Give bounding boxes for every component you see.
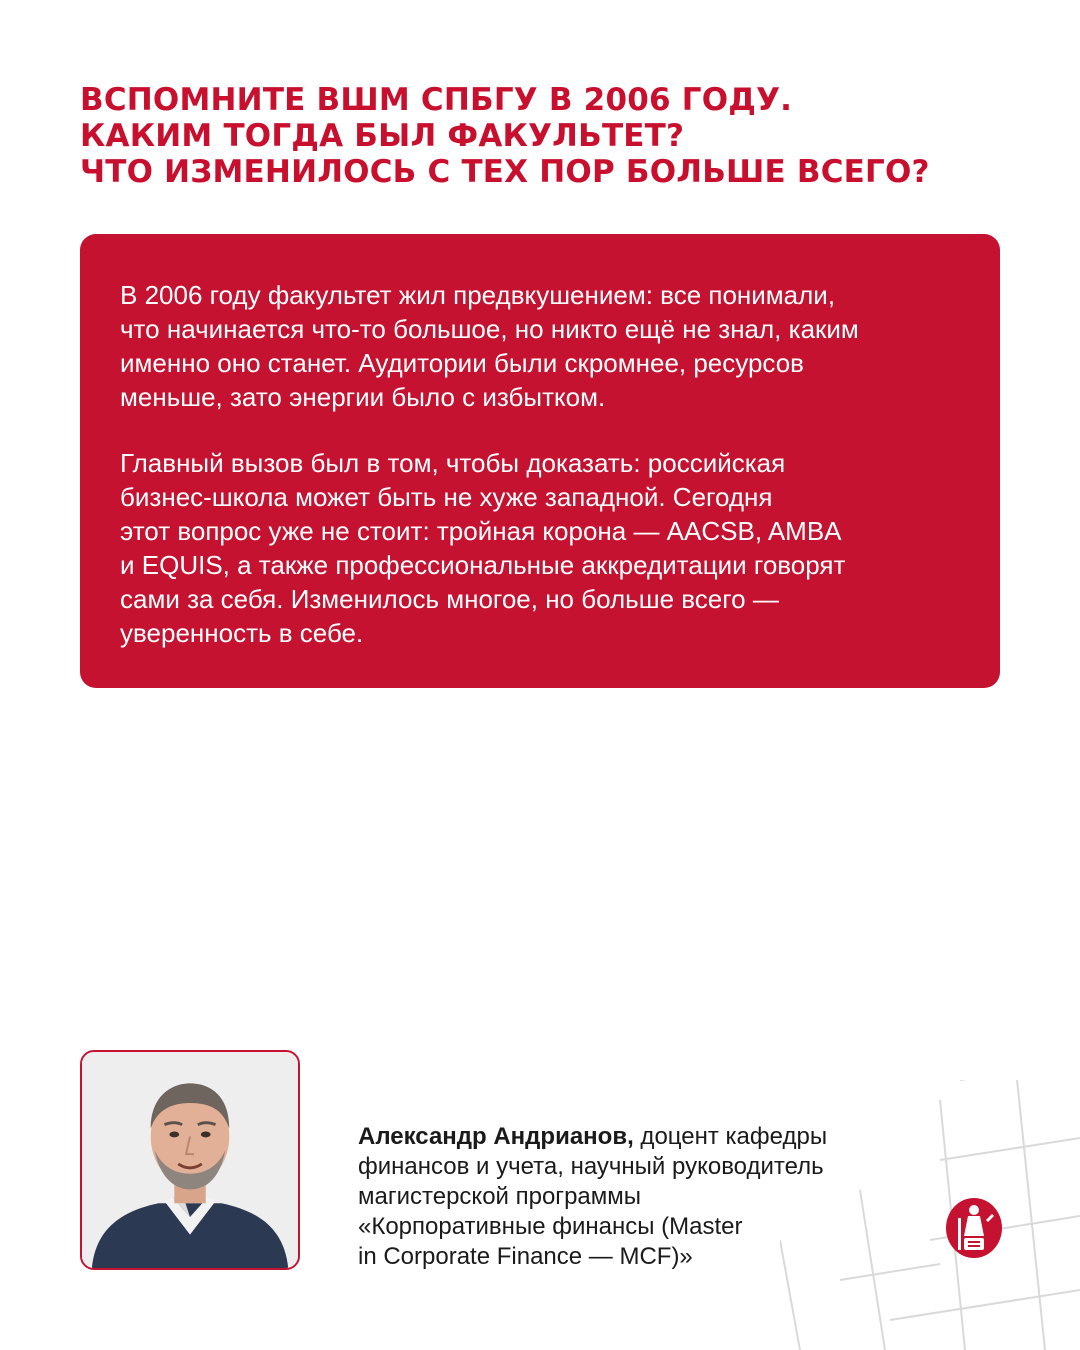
title-line-3: ЧТО ИЗМЕНИЛОСЬ С ТЕХ ПОР БОЛЬШЕ ВСЕГО? [80, 154, 930, 190]
author-title-line: «Корпоративные финансы (Master [358, 1213, 743, 1240]
quote-paragraph-2 [120, 446, 970, 650]
quote-line: бизнес-школа может быть не хуже западной. Сегодня [120, 482, 773, 512]
quote-line: меньше, зато энергии было с избытком. [120, 382, 606, 412]
quote-line: уверенность в себе. [120, 618, 364, 648]
author-title-start: доцент кафедры [633, 1123, 828, 1150]
quote-line: и EQUIS, а также профессиональные аккредитации говорят [120, 550, 846, 580]
author-portrait-icon [82, 1052, 298, 1268]
grid-decoration [780, 1080, 1080, 1350]
author-title-line: магистерской программы [358, 1183, 642, 1210]
quote-line: этот вопрос уже не стоит: тройная корона — AACSB, AMBA [120, 516, 842, 546]
spbu-emblem-icon [944, 1196, 1004, 1260]
quote-line: сами за себя. Изменилось многое, но больше всего — [120, 584, 779, 614]
author-photo [80, 1050, 300, 1270]
quote-paragraph-1 [120, 278, 970, 414]
quote-line: В 2006 году факультет жил предвкушением: все понимали, [120, 280, 836, 310]
page-title [80, 82, 1000, 190]
author-title-line: in Corporate Finance — MCF)» [358, 1243, 693, 1270]
quote-card [80, 234, 1000, 688]
quote-line: именно оно станет. Аудитории были скромнее, ресурсов [120, 348, 804, 378]
quote-line: Главный вызов был в том, чтобы доказать: российская [120, 448, 786, 478]
quote-line: что начинается что-то большое, но никто ещё не знал, каким [120, 314, 859, 344]
title-line-1: ВСПОМНИТЕ ВШМ СПБГУ В 2006 ГОДУ. [80, 82, 793, 118]
title-line-2: КАКИМ ТОГДА БЫЛ ФАКУЛЬТЕТ? [80, 118, 685, 154]
author-title-line: финансов и учета, научный руководитель [358, 1153, 824, 1180]
author-name: Александр Андрианов, [358, 1123, 634, 1150]
